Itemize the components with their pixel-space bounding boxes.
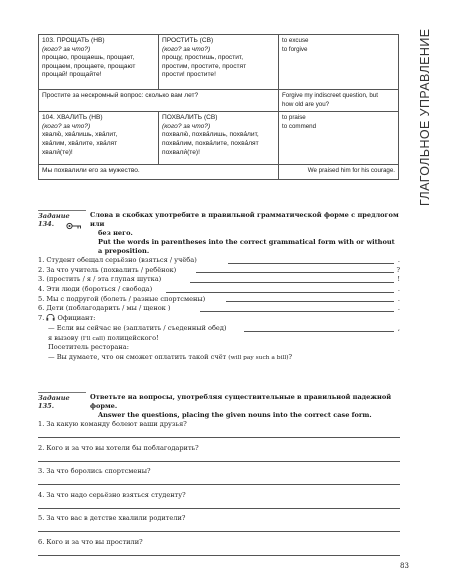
verb-question: (кого? за что?) [42, 45, 91, 53]
verb-example-row [39, 90, 399, 112]
verb-forms: хвали́(те)! [42, 148, 73, 156]
example-en: We praised him for his courage. [279, 165, 399, 180]
example-en-line: how old are you? [282, 100, 330, 108]
side-chapter-title: ГЛАГОЛЬНОЕ УПРАВЛЕНИЕ [418, 28, 432, 207]
speaker-label: Посетитель ресторана: [48, 343, 129, 352]
verb-row-103 [39, 35, 399, 90]
item-text [48, 334, 161, 342]
answer-blank[interactable] [244, 331, 394, 332]
verb-forms: прости! простите! [162, 71, 216, 79]
item-end: . [397, 304, 400, 313]
item-end: , [397, 323, 400, 332]
item-text: 1. Студент обещал серьёзно (взяться / учёба) [38, 256, 197, 264]
item-end: ? [396, 265, 400, 274]
item-text: — Если вы сейчас не (заплатить / съеденный обед) [48, 323, 227, 332]
question-item [38, 467, 400, 491]
question-text: 2. Кого и за что вы хотели бы поблагодарить? [38, 443, 199, 452]
example-ru: Мы похвалили его за мужество. [39, 165, 279, 180]
verb-head: ПРОСТИТЬ (СВ) [162, 37, 214, 44]
answer-line[interactable] [38, 484, 400, 485]
exercise-item-7 [38, 314, 400, 324]
verb-forms: похва́лим, похва́лите, похва́лят [162, 139, 259, 147]
task-135-items [38, 420, 400, 561]
item-text [38, 314, 97, 322]
dialogue-line [38, 343, 400, 353]
question-text: 5. За что вас в детстве хвалили родители? [38, 514, 186, 522]
verb-cell-imperfective [39, 35, 159, 90]
translation-line: to forgive [282, 45, 308, 53]
text-part: ? [288, 352, 293, 361]
question-item [38, 420, 400, 444]
verb-head: 104. ХВАЛИТЬ (НВ) [42, 114, 103, 122]
task-number: Задание 134. [38, 212, 70, 228]
item-text: 6. Дети (поблагодарить / мы / щенок ) [38, 304, 171, 313]
verb-forms: хва́лим, хва́лите, хва́лят [42, 139, 118, 147]
item-number: 7. [38, 314, 45, 323]
instruction-ru: Ответьте на вопросы, употребляя существительные в правильной падежной форме. [90, 393, 392, 410]
item-end: . [397, 285, 400, 294]
text-part: я вызову [48, 333, 81, 342]
task-134-header [38, 210, 399, 255]
verb-cell-perfective [159, 35, 279, 90]
exercise-item [38, 295, 400, 305]
item-end: . [397, 255, 400, 264]
verb-forms: хвалю́, хва́лишь, хва́лит, [42, 131, 118, 139]
item-end: ! [397, 275, 400, 284]
gloss: (will pay such a bill) [228, 354, 289, 361]
item-text: 2. За что учитель (похвалить / ребёнок) [38, 265, 177, 274]
verb-translation [279, 35, 399, 90]
instruction-en: Answer the questions, placing the given nouns into the correct case form. [98, 411, 372, 419]
verb-question: (кого? за что?) [162, 45, 211, 53]
item-text: 4. Эти люди (бороться / свобода) [38, 285, 153, 294]
question-item [38, 444, 400, 468]
instruction-en: a preposition. [98, 247, 150, 255]
instruction-ru: без него. [98, 229, 133, 237]
task-label [38, 392, 86, 410]
dialogue-line [38, 353, 400, 363]
task-instructions [90, 393, 400, 420]
item-text: 5. Мы с подругой (болеть / разные спортсмены) [38, 294, 206, 303]
question-text: 3. За что боролись спортсмены? [38, 467, 151, 475]
question-item [38, 491, 400, 515]
verb-forms: прощай! прощайте! [42, 71, 102, 79]
item-text: 3. (простить / я / эта глупая шутка) [38, 275, 162, 284]
translation-line: to excuse [282, 37, 309, 44]
instruction-en: Put the words in parentheses into the correct grammatical form with or without [98, 238, 395, 246]
task-label [38, 210, 86, 228]
item-end: . [397, 294, 400, 303]
exercise-item [38, 275, 400, 285]
question-item [38, 538, 400, 562]
verb-head: ПОХВАЛИТЬ (СВ) [162, 114, 218, 122]
answer-line[interactable] [38, 555, 400, 556]
answer-line[interactable] [38, 531, 400, 532]
verb-cell-imperfective [39, 112, 159, 165]
verb-forms: прощу, простишь, простит, [162, 54, 244, 62]
task-134-items [38, 256, 400, 363]
answer-line[interactable] [38, 461, 400, 462]
text-part: — Вы думаете, что он сможет оплатить такой счёт [48, 352, 229, 361]
speaker-label: Официант: [57, 314, 96, 323]
page-number: 83 [400, 562, 409, 570]
verb-question: (кого? за что?) [42, 122, 91, 130]
question-text: 1. За какую команду болеют ваши друзья? [38, 420, 187, 428]
dialogue-line [38, 324, 400, 334]
verb-row-104 [39, 112, 399, 165]
exercise-item [38, 304, 400, 314]
text-part: полицейского! [105, 333, 159, 342]
verb-forms: прощаем, прощаете, прощают [42, 62, 136, 70]
answer-blank[interactable] [166, 292, 394, 293]
answer-blank[interactable] [200, 311, 394, 312]
gloss: (I'll call) [80, 335, 106, 342]
answer-line[interactable] [38, 508, 400, 509]
verb-example-row [39, 165, 399, 180]
example-en [279, 90, 399, 112]
verb-cell-perfective [159, 112, 279, 165]
question-text: 6. Кого и за что вы простили? [38, 537, 143, 546]
task-135-header [38, 392, 398, 419]
verb-translation [279, 112, 399, 165]
verb-forms: похвалю́, похва́лишь, похва́лит, [162, 131, 259, 139]
task-number: Задание 135. [38, 394, 70, 410]
exercise-item [38, 285, 400, 295]
question-item [38, 514, 400, 538]
verb-forms: похвали́(те)! [162, 148, 200, 156]
answer-line[interactable] [38, 437, 400, 438]
dialogue-line [38, 334, 400, 344]
item-text [48, 353, 294, 361]
exercise-item [38, 256, 400, 266]
instruction-ru: Слова в скобках употребите в правильной грамматической форме с предлогом или [90, 211, 399, 228]
translation-line: to praise [282, 114, 306, 122]
verb-forms: прощаю, прощаешь, прощает, [42, 54, 135, 62]
answer-blank[interactable] [190, 282, 394, 283]
verb-head: 103. ПРОЩАТЬ (НВ) [42, 37, 105, 44]
task-instructions [90, 211, 400, 256]
exercise-item [38, 266, 400, 276]
example-ru: Простите за нескромный вопрос: сколько вам лет? [39, 90, 279, 112]
verb-table [38, 34, 399, 180]
example-en-line: Forgive my indiscreet question, but [282, 92, 378, 99]
answer-blank[interactable] [226, 301, 394, 302]
answer-blank[interactable] [196, 272, 394, 273]
key-icon [66, 222, 82, 230]
verb-forms: простим, простите, простят [162, 62, 247, 70]
translation-line: to commend [282, 122, 317, 130]
verb-question: (кого? за что?) [162, 122, 211, 130]
question-text: 4. За что надо серьёзно взяться студенту? [38, 490, 186, 499]
headphones-icon [46, 314, 55, 321]
answer-blank[interactable] [228, 263, 394, 264]
